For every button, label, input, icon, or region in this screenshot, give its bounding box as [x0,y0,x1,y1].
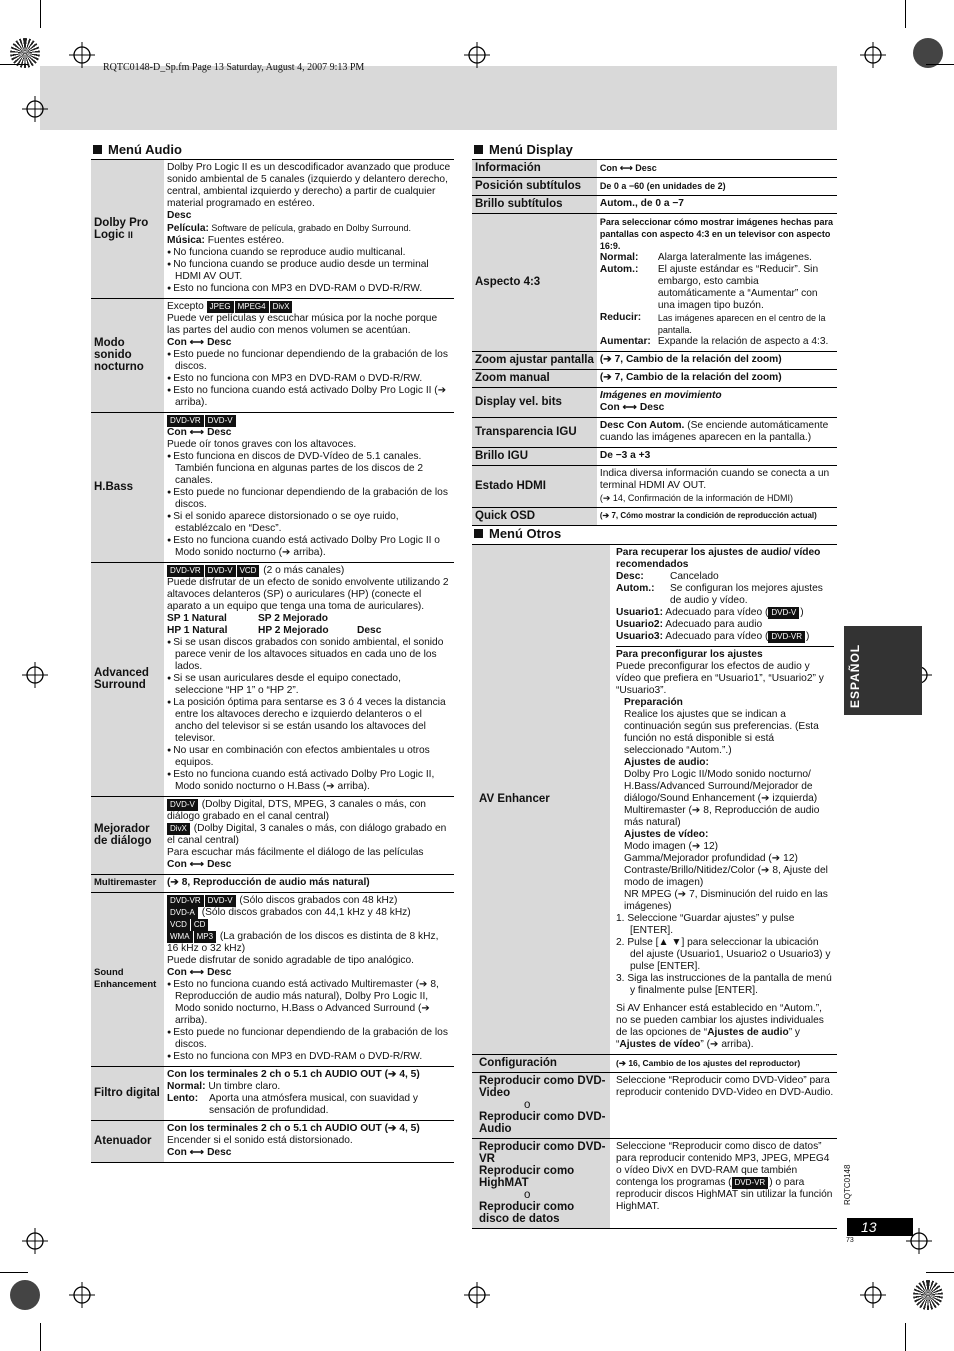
option-label: Brillo IGU [472,448,597,466]
option-label: Filtro digital [91,1067,164,1121]
option-label: Quick OSD [472,508,597,526]
table-row [472,196,837,214]
trim-mark [40,0,41,28]
option-label: Atenuador [91,1121,164,1163]
option-desc: Imágenes en movimiento Con ⟷ Desc [599,390,722,413]
table-row [472,388,837,418]
option-desc: Dolby Pro Logic II es un descodificador avanzado que produce sonido ambiental de 5 canales (izquierdo y delantero derecho, central, ambiental izquierdo y derecho) a partir de cualquier material programado en estéreo. Desc Película: Software de película, grabado en Dolby Surround. Música: Fuentes estéreo. ● No funciona cuando se reproduce audio multicanal. ● No funciona cuando se produce audio desde un terminal HDMI AV OUT. ● Esto no funciona con MP3 en DVD-RAM o DVD-R/RW. [164,160,454,299]
option-desc: Con los terminales 2 ch o 5.1 ch AUDIO OUT (➔ 4, 5) Normal: Un timbre claro. Lento: Aporta una atmósfera musical, con suavidad y sensación de profundidad. [167,1069,420,1116]
registration-mark-icon [464,42,490,68]
table-row [91,160,454,299]
table-row [472,214,837,352]
option-desc: Autom., de 0 a −7 [599,198,684,209]
option-label: Reproducir como DVD-VR Reproducir como HighMAT o Reproducir como disco de datos [472,1139,610,1229]
table-row [91,1067,454,1121]
audio-menu-title: Menú Audio [93,142,182,157]
disc-badge: VCD [167,919,190,931]
display-menu-title: Menú Display [474,142,573,157]
disc-badge: DVD-VR [768,631,805,643]
others-menu-title: Menú Otros [474,526,561,541]
square-bullet-icon [474,529,483,538]
option-label: H.Bass [91,413,164,563]
option-label: Reproducir como DVD-Video o Reproducir como DVD-Audio [472,1073,610,1139]
registration-mark-icon [860,1282,886,1308]
option-desc: Para recuperar los ajustes de audio/ vídeo recomendados Desc: Cancelado Autom.: Se configuran los mejores ajustes de audio y vídeo. Usuario1: Adecuado para vídeo ( DVD-V ) Usuario2: Adecuado para audio Usuario3: Adecuado para vídeo ( DVD-VR ) Para preconfigurar los ajustes Puede preconfigurar los efectos de audio y vídeo que prefiera en “Usuario1”, “Usuario2” y “Usuario3”. Preparación Realice los ajustes que se indican a continuación según sus preferencias. (Esta función no está disponible si está seleccionado “Autom.”.) Ajustes de audio: Dolby Pro Logic II/Modo sonido nocturno/ H.Bass/Advanced Surround/Mejorador de diálogo/Sound Enhancement (➔ izquierda) Multiremaster (➔ 8, Reproducción de audio más natural) Ajustes de vídeo: Modo imagen (➔ 12) Gamma/Mejorador profundidad (➔ 12) Contraste/Brillo/Nitidez/Color (➔ 8, Ajuste del modo de imagen) NR MPEG (➔ 7, Disminución del ruido en las imágenes) 1. Seleccione “Guardar ajustes” y pulse [ENTER]. 2. Pulse [▲ ▼] para seleccionar la ubicación del ajuste (Usuario1, Usuario2 o Usuario3) y pulse [ENTER]. 3. Siga las instrucciones de la pantalla de menú y finalmente pulse [ENTER]. Si AV Enhancer está establecido en “Autom.”, no se pueden cambiar los ajustes individuales de las opciones de “Ajustes de audio” y “Ajustes de vídeo” (➔ arriba). [610,545,837,1055]
option-desc: (➔ 7, Cambio de la relación del zoom) [599,354,782,365]
table-row [472,508,837,526]
disc-badge: DVD-VR [167,565,204,577]
table-row [472,178,837,196]
trim-mark [905,1323,906,1351]
option-desc: DVD-VR DVD-V (Sólo discos grabados con 48 kHz) DVD-A (Sólo discos grabados con 44,1 kHz y 48 kHz) VCD CD WMA MP3 (La grabación de los discos es distinta de 8 kHz, 16 kHz o 32 kHz) Puede disfrutar de sonido agradable de tipo analógico. Con ⟷ Desc ● Esto no funciona cuando está activado Multiremaster (➔ 8, Reproducción de audio más natural), Dolby Pro Logic II, Modo sonido nocturno, H.Bass o Advanced Surround (➔ arriba). ● Esto puede no funcionar dependiendo de la grabación de los discos. ● Esto no funciona con MP3 en DVD-RAM o DVD-R/RW. [164,893,454,1067]
option-label: Configuración [472,1055,610,1073]
option-label: Modo sonido nocturno [91,299,164,413]
disc-badge: DVD-V [205,565,236,577]
header-band [40,66,837,130]
document-code: RQTC0148 [843,1164,852,1205]
square-bullet-icon [93,145,102,154]
option-desc: Para seleccionar cómo mostrar imágenes hechas para pantallas con aspecto 4:3 en un televisor con aspecto 16:9. Normal: Alarga lateralmente las imágenes. Autom.: El ajuste estándar es “Reducir”. Sin embargo, esto cambia automáticamente a “Aumentar” con una imagen tipo buzón. Reducir: Las imágenes aparecen en el centro de la pantalla. Aumentar: Expande la relación de aspecto a 4:3. [599,217,833,347]
option-label: Estado HDMI [472,466,597,508]
option-desc: Seleccione “Reproducir como DVD-Video” para reproducir contenido DVD-Video en DVD-Audio. [616,1075,834,1098]
table-row [472,370,837,388]
option-desc: Desc Con Autom. (Se enciende automáticamente cuando las imágenes aparecen en la pantalla.) [599,420,829,443]
table-row [472,545,837,1055]
table-row [472,352,837,370]
table-row [472,448,837,466]
disc-badge: DivX [167,823,190,835]
registration-mark-icon [22,1228,48,1254]
disc-badge: DVD-VR [167,415,204,427]
option-desc: Con ⟷ Desc [599,163,657,173]
table-row [91,413,454,563]
table-row [472,1139,837,1229]
disc-badge: DivX [270,301,293,313]
disc-badge: CD [191,919,209,931]
registration-mark-icon [860,42,886,68]
option-label: AV Enhancer [472,545,610,1055]
registration-mark-icon [22,662,48,688]
option-label: Transparencia IGU [472,418,597,448]
page-number: 13 [847,1218,913,1236]
disc-badge: MP3 [194,931,216,943]
disc-badge: DVD-VR [732,1177,769,1189]
option-desc: DVD-VR DVD-V Con ⟷ Desc Puede oír tonos graves con los altavoces. ● Esto funciona en discos de DVD-Vídeo de 5.1 canales. También funciona en algunas partes de los discos de 2 canales. ● Esto puede no funcionar dependiendo de la grabación de los discos. ● Si el sonido aparece distorsionado o se oye ruido, establézcalo en “Desc”. ● Esto no funciona cuando está activado Dolby Pro Logic II o Modo sonido nocturno (➔ arriba). [164,413,454,563]
option-label: Información [472,160,597,178]
option-label: Brillo subtítulos [472,196,597,214]
option-desc: De 0 a −60 (en unidades de 2) [599,181,726,191]
square-bullet-icon [474,145,483,154]
table-row [472,160,837,178]
sheet-number: 73 [846,1237,854,1244]
option-label: Multiremaster [91,875,164,893]
table-row [91,797,454,875]
option-label: Dolby Pro Logic II [91,160,164,299]
file-info: RQTC0148-D_Sp.fm Page 13 Saturday, August 4, 2007 9:13 PM [103,62,365,73]
disc-badge: DVD-V [167,799,198,811]
color-rosette-icon [913,1280,943,1310]
option-label: Posición subtítulos [472,178,597,196]
option-desc: De −3 a +3 [599,450,651,461]
option-desc: (➔ 8, Reproducción de audio más natural) [167,877,370,888]
trim-mark [0,1272,28,1273]
disc-badge: DVD-V [205,415,236,427]
disc-badge: MPEG4 [235,301,269,313]
table-row [91,563,454,797]
trim-mark [40,1323,41,1351]
option-label: Zoom ajustar pantalla [472,352,597,370]
option-desc: DVD-V (Dolby Digital, DTS, MPEG, 3 canales o más, con diálogo grabado en el canal central) DivX (Dolby Digital, 3 canales o más, con diálogo grabado en el canal central) Para escuchar más fácilmente el diálogo de las películas Con ⟷ Desc [167,799,447,870]
trim-mark [926,64,954,65]
audio-menu-table [91,159,454,1163]
option-label: Mejorador de diálogo [91,797,164,875]
registration-mark-icon [69,42,95,68]
table-row [91,299,454,413]
option-desc: (➔ 16, Cambio de los ajustes del reproductor) [616,1058,801,1068]
option-label: Zoom manual [472,370,597,388]
color-rosette-icon [10,1280,40,1310]
option-desc: Excepto JPEG MPEG4 DivX Puede ver películas y escuchar música por la noche porque las partes del audio con menos volumen se acentúan. Con ⟷ Desc ● Esto puede no funcionar dependiendo de la grabación de los discos. ● Esto no funciona con MP3 en DVD-RAM o DVD-R/RW. ● Esto no funciona cuando está activado Dolby Pro Logic II (➔ arriba). [164,299,454,413]
table-row [91,875,454,893]
table-row [472,1073,837,1139]
others-menu-table [472,544,837,1229]
registration-mark-icon [69,1282,95,1308]
option-desc: Indica diversa información cuando se conecta a un terminal HDMI AV OUT. (➔ 14, Confirmación de la información de HDMI) [599,468,830,503]
trim-mark [0,64,28,65]
table-row [91,1121,454,1163]
registration-mark-icon [464,1282,490,1308]
option-desc: (➔ 7, Cambio de la relación del zoom) [599,372,782,383]
registration-mark-icon [22,96,48,122]
option-desc: (➔ 7, Cómo mostrar la condición de reproducción actual) [599,511,817,520]
disc-badge: DVD-A [167,907,198,919]
display-menu-table [472,159,837,526]
option-label: Display vel. bits [472,388,597,418]
table-row [472,418,837,448]
option-desc: DVD-VR DVD-V VCD (2 o más canales) Puede disfrutar de un efecto de sonido envolvente utilizando 2 altavoces delanteros (SP) o auriculares (HP) (conecte el aparato a un equipo que tenga una toma de auriculares). SP 1 Natural SP 2 Mejorado HP 1 Natural HP 2 Mejorado Desc ● Si se usan discos grabados con sonido ambiental, el sonido parece venir de los altavoces situados en cada uno de los lados. ● Si se usan auriculares desde el equipo conectado, seleccione “HP 1” o “HP 2”. ● La posición óptima para sentarse es 3 ó 4 veces la distancia entre los altavoces derecho e izquierdo delanteros o el ancho del televisor si se están usando los altavoces del televisor. ● No usar en combinación con efectos ambientales u otros equipos. ● Esto no funciona cuando está activado Dolby Pro Logic II, Modo sonido nocturno o H.Bass (➔ arriba). [164,563,454,797]
disc-badge: WMA [167,931,193,943]
disc-badge: VCD [237,565,260,577]
disc-badge: DVD-V [768,607,799,619]
option-label: Aspecto 4:3 [472,214,597,352]
option-desc: Seleccione “Reproducir como disco de datos” para reproducir contenido MP3, JPEG, MPEG4 o vídeo DivX en DVD-RAM que también contenga los programas ( DVD-VR ) o para reproducir discos HighMAT sin utilizar la función HighMAT. [616,1141,833,1212]
table-row [472,1055,837,1073]
trim-mark [926,1272,954,1273]
trim-mark [905,0,906,28]
disc-badge: DVD-VR [167,895,204,907]
language-tab: ESPAÑOL [844,626,922,715]
option-label: Advanced Surround [91,563,164,797]
disc-badge: DVD-V [205,895,236,907]
table-row [472,466,837,508]
option-desc: Con los terminales 2 ch o 5.1 ch AUDIO OUT (➔ 4, 5) Encender si el sonido está distorsionado. Con ⟷ Desc [167,1123,420,1158]
table-row [91,893,454,1067]
disc-badge: JPEG [207,301,234,313]
option-label: Sound Enhancement [91,893,164,1067]
